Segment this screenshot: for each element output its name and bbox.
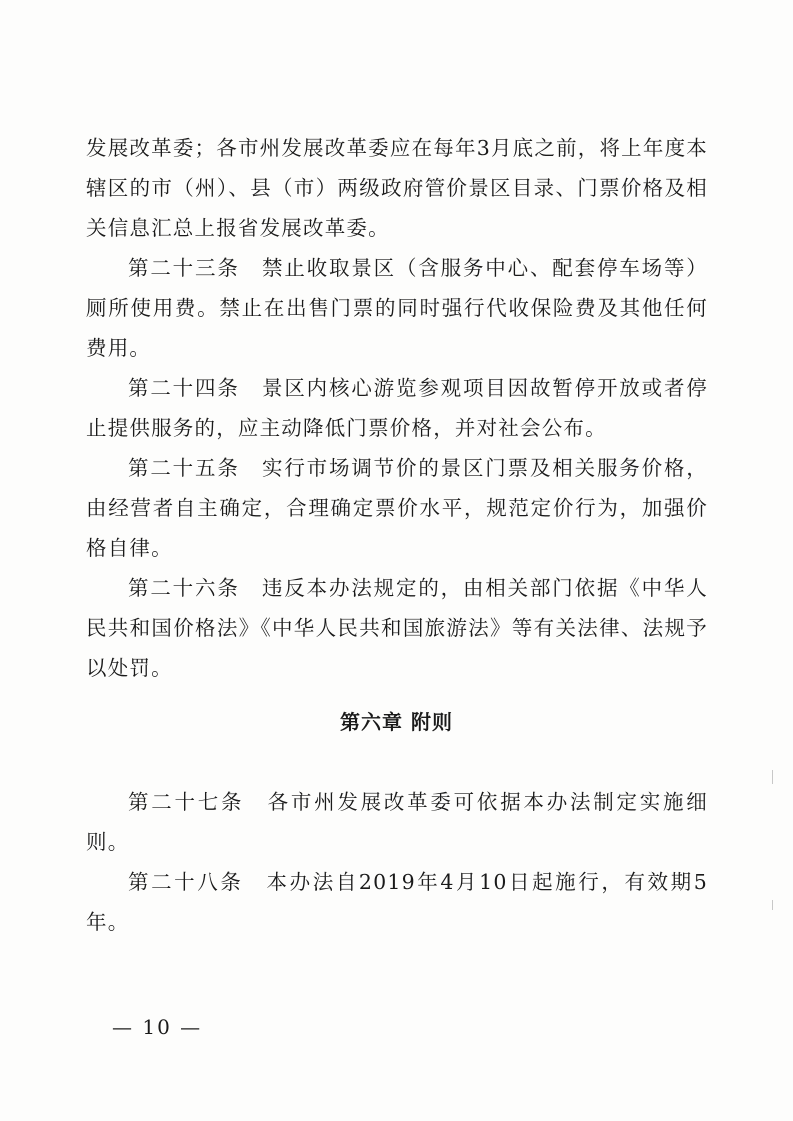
article-23: 第二十三条 禁止收取景区（含服务中心、配套停车场等）厕所使用费。禁止在出售门票的同时强行代收保险费及其他任何费用。: [86, 256, 708, 360]
article-25: 第二十五条 实行市场调节价的景区门票及相关服务价格，由经营者自主确定，合理确定票价水平，规范定价行为，加强价格自律。: [86, 456, 708, 560]
article-28: 第二十八条 本办法自2019年4月10日起施行，有效期5年。: [86, 870, 708, 934]
chapter-heading: 第六章 附则: [340, 710, 453, 734]
body-text-top: [86, 128, 708, 688]
page-number: — 10 —: [112, 1015, 203, 1039]
paragraph-continuation: 发展改革委；各市州发展改革委应在每年3月底之前，将上年度本辖区的市（州）、县（市）两级政府管价景区目录、门票价格及相关信息汇总上报省发展改革委。: [86, 136, 708, 240]
article-24: 第二十四条 景区内核心游览参观项目因故暂停开放或者停止提供服务的，应主动降低门票价格，并对社会公布。: [86, 376, 708, 440]
scan-edge-mark: [772, 770, 773, 784]
scan-edge-mark: [772, 900, 773, 910]
article-26: 第二十六条 违反本办法规定的，由相关部门依据《中华人民共和国价格法》《中华人民共和国旅游法》等有关法律、法规予以处罚。: [86, 576, 708, 680]
article-27: 第二十七条 各市州发展改革委可依据本办法制定实施细则。: [86, 790, 708, 854]
body-text-bottom: [86, 782, 708, 942]
